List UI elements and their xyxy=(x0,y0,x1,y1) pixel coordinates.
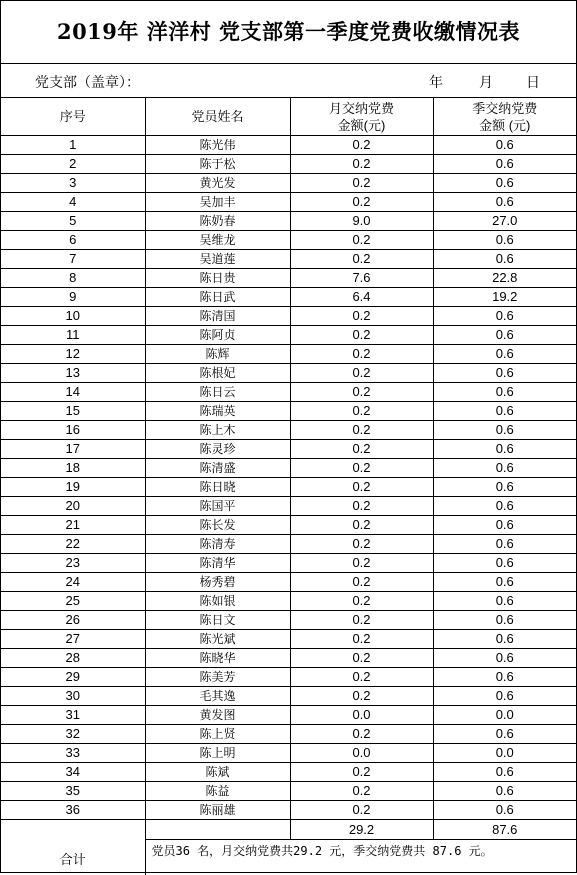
row-no: 28 xyxy=(1,649,145,668)
row-quarterly-fee: 27.0 xyxy=(433,212,576,231)
header-name: 党员姓名 xyxy=(145,98,290,136)
row-no: 5 xyxy=(1,212,145,231)
table-row xyxy=(1,763,576,782)
row-quarterly-fee: 22.8 xyxy=(433,269,576,288)
row-no: 32 xyxy=(1,725,145,744)
row-no: 24 xyxy=(1,573,145,592)
row-monthly-fee: 0.2 xyxy=(290,630,433,649)
table-row xyxy=(1,554,576,573)
row-no: 19 xyxy=(1,478,145,497)
row-no: 7 xyxy=(1,250,145,269)
row-no: 25 xyxy=(1,592,145,611)
row-monthly-fee: 0.2 xyxy=(290,326,433,345)
table-row xyxy=(1,611,576,630)
row-name: 陈清寿 xyxy=(145,535,290,554)
row-monthly-fee: 0.2 xyxy=(290,763,433,782)
table-row xyxy=(1,687,576,706)
row-name: 陈于松 xyxy=(145,155,290,174)
row-quarterly-fee: 0.6 xyxy=(433,478,576,497)
row-no: 18 xyxy=(1,459,145,478)
table-row xyxy=(1,497,576,516)
row-name: 陈日文 xyxy=(145,611,290,630)
row-no: 6 xyxy=(1,231,145,250)
row-name: 吴道莲 xyxy=(145,250,290,269)
row-monthly-fee: 0.2 xyxy=(290,421,433,440)
table-row xyxy=(1,421,576,440)
table-row xyxy=(1,383,576,402)
row-no: 34 xyxy=(1,763,145,782)
fee-table xyxy=(1,98,576,875)
row-quarterly-fee: 0.6 xyxy=(433,573,576,592)
header-monthly xyxy=(290,98,433,136)
row-quarterly-fee: 0.6 xyxy=(433,801,576,820)
row-monthly-fee: 7.6 xyxy=(290,269,433,288)
total-monthly: 29.2 xyxy=(290,820,433,840)
row-no: 36 xyxy=(1,801,145,820)
table-row xyxy=(1,535,576,554)
row-name: 陈上贤 xyxy=(145,725,290,744)
table-row xyxy=(1,592,576,611)
row-name: 陈国平 xyxy=(145,497,290,516)
row-name: 陈清盛 xyxy=(145,459,290,478)
row-name: 陈奶春 xyxy=(145,212,290,231)
row-monthly-fee: 0.2 xyxy=(290,231,433,250)
row-quarterly-fee: 0.6 xyxy=(433,364,576,383)
row-monthly-fee: 0.2 xyxy=(290,535,433,554)
meta-row xyxy=(1,64,576,98)
row-quarterly-fee: 0.6 xyxy=(433,630,576,649)
row-quarterly-fee: 0.6 xyxy=(433,535,576,554)
row-monthly-fee: 0.2 xyxy=(290,801,433,820)
row-name: 陈辉 xyxy=(145,345,290,364)
table-row xyxy=(1,782,576,801)
row-name: 陈光伟 xyxy=(145,136,290,155)
row-monthly-fee: 0.2 xyxy=(290,440,433,459)
row-quarterly-fee: 0.0 xyxy=(433,706,576,725)
row-name: 陈日晓 xyxy=(145,478,290,497)
row-no: 10 xyxy=(1,307,145,326)
row-monthly-fee: 0.2 xyxy=(290,459,433,478)
row-no: 8 xyxy=(1,269,145,288)
table-row xyxy=(1,231,576,250)
header-monthly-line1: 月交纳党费 xyxy=(291,100,433,117)
row-monthly-fee: 0.2 xyxy=(290,155,433,174)
header-no: 序号 xyxy=(1,98,145,136)
table-row xyxy=(1,706,576,725)
table-row xyxy=(1,801,576,820)
row-quarterly-fee: 0.6 xyxy=(433,307,576,326)
row-quarterly-fee: 0.6 xyxy=(433,421,576,440)
table-row xyxy=(1,174,576,193)
row-monthly-fee: 9.0 xyxy=(290,212,433,231)
row-quarterly-fee: 0.6 xyxy=(433,516,576,535)
summary-text: 党员36 名，月交纳党费共29.2 元，季交纳党费共 87.6 元。 xyxy=(145,840,576,875)
row-monthly-fee: 0.2 xyxy=(290,136,433,155)
row-quarterly-fee: 0.6 xyxy=(433,763,576,782)
row-quarterly-fee: 0.6 xyxy=(433,193,576,212)
row-name: 陈清华 xyxy=(145,554,290,573)
table-row xyxy=(1,193,576,212)
header-quarterly-line2: 金额 (元) xyxy=(434,117,577,134)
table-row xyxy=(1,288,576,307)
row-quarterly-fee: 0.6 xyxy=(433,459,576,478)
table-row xyxy=(1,725,576,744)
row-quarterly-fee: 0.0 xyxy=(433,744,576,763)
table-row xyxy=(1,440,576,459)
row-no: 16 xyxy=(1,421,145,440)
branch-stamp-label: 党支部（盖章）： xyxy=(35,72,140,92)
row-quarterly-fee: 0.6 xyxy=(433,554,576,573)
row-name: 吴维龙 xyxy=(145,231,290,250)
table-row xyxy=(1,402,576,421)
fee-table-body xyxy=(1,98,576,875)
row-name: 陈上明 xyxy=(145,744,290,763)
row-quarterly-fee: 0.6 xyxy=(433,687,576,706)
row-no: 1 xyxy=(1,136,145,155)
header-quarterly xyxy=(433,98,576,136)
row-quarterly-fee: 0.6 xyxy=(433,649,576,668)
table-row xyxy=(1,136,576,155)
row-name: 陈斌 xyxy=(145,763,290,782)
row-quarterly-fee: 0.6 xyxy=(433,136,576,155)
row-monthly-fee: 0.2 xyxy=(290,193,433,212)
row-name: 陈日贵 xyxy=(145,269,290,288)
row-monthly-fee: 0.2 xyxy=(290,668,433,687)
table-row xyxy=(1,155,576,174)
row-name: 黄发图 xyxy=(145,706,290,725)
row-monthly-fee: 0.2 xyxy=(290,725,433,744)
row-name: 陈丽雄 xyxy=(145,801,290,820)
row-no: 4 xyxy=(1,193,145,212)
totals-row xyxy=(1,820,576,840)
row-name: 陈美芳 xyxy=(145,668,290,687)
summary-label: 合计 xyxy=(1,820,145,875)
row-name: 陈灵珍 xyxy=(145,440,290,459)
row-name: 陈日武 xyxy=(145,288,290,307)
row-no: 30 xyxy=(1,687,145,706)
row-no: 22 xyxy=(1,535,145,554)
table-row xyxy=(1,345,576,364)
row-quarterly-fee: 0.6 xyxy=(433,497,576,516)
row-name: 陈晓华 xyxy=(145,649,290,668)
row-monthly-fee: 0.0 xyxy=(290,706,433,725)
row-quarterly-fee: 0.6 xyxy=(433,725,576,744)
row-name: 黄光发 xyxy=(145,174,290,193)
row-name: 陈益 xyxy=(145,782,290,801)
row-monthly-fee: 0.2 xyxy=(290,573,433,592)
header-quarterly-line1: 季交纳党费 xyxy=(434,100,577,117)
row-no: 13 xyxy=(1,364,145,383)
table-row xyxy=(1,478,576,497)
row-name: 陈上木 xyxy=(145,421,290,440)
row-monthly-fee: 0.2 xyxy=(290,649,433,668)
row-name: 吴加丰 xyxy=(145,193,290,212)
row-no: 3 xyxy=(1,174,145,193)
row-monthly-fee: 0.2 xyxy=(290,383,433,402)
row-no: 2 xyxy=(1,155,145,174)
row-monthly-fee: 0.2 xyxy=(290,364,433,383)
row-name: 陈根妃 xyxy=(145,364,290,383)
row-monthly-fee: 0.2 xyxy=(290,497,433,516)
totals-blank-cell xyxy=(145,820,290,840)
table-row xyxy=(1,326,576,345)
row-quarterly-fee: 0.6 xyxy=(433,326,576,345)
row-no: 26 xyxy=(1,611,145,630)
row-name: 杨秀碧 xyxy=(145,573,290,592)
header-monthly-line2: 金额(元) xyxy=(291,117,433,134)
table-row xyxy=(1,744,576,763)
row-monthly-fee: 0.2 xyxy=(290,516,433,535)
row-no: 17 xyxy=(1,440,145,459)
row-monthly-fee: 0.2 xyxy=(290,478,433,497)
row-quarterly-fee: 0.6 xyxy=(433,668,576,687)
row-quarterly-fee: 0.6 xyxy=(433,250,576,269)
table-row xyxy=(1,212,576,231)
row-no: 35 xyxy=(1,782,145,801)
table-row xyxy=(1,668,576,687)
row-quarterly-fee: 0.6 xyxy=(433,440,576,459)
table-row xyxy=(1,649,576,668)
row-name: 陈清国 xyxy=(145,307,290,326)
row-quarterly-fee: 0.6 xyxy=(433,383,576,402)
row-no: 33 xyxy=(1,744,145,763)
sheet-title: 2019年 洋洋村 党支部第一季度党费收缴情况表 xyxy=(1,1,576,64)
row-name: 陈阿贞 xyxy=(145,326,290,345)
row-no: 20 xyxy=(1,497,145,516)
table-row xyxy=(1,459,576,478)
row-monthly-fee: 0.2 xyxy=(290,687,433,706)
row-monthly-fee: 0.2 xyxy=(290,592,433,611)
row-monthly-fee: 0.2 xyxy=(290,345,433,364)
year-label: 年 xyxy=(429,72,443,92)
row-name: 陈瑞英 xyxy=(145,402,290,421)
month-label: 月 xyxy=(479,72,493,92)
row-quarterly-fee: 0.6 xyxy=(433,592,576,611)
row-name: 陈光斌 xyxy=(145,630,290,649)
row-no: 27 xyxy=(1,630,145,649)
row-name: 陈如银 xyxy=(145,592,290,611)
row-no: 12 xyxy=(1,345,145,364)
row-monthly-fee: 6.4 xyxy=(290,288,433,307)
row-no: 31 xyxy=(1,706,145,725)
total-quarterly: 87.6 xyxy=(433,820,576,840)
row-monthly-fee: 0.2 xyxy=(290,250,433,269)
row-name: 毛其逸 xyxy=(145,687,290,706)
row-monthly-fee: 0.2 xyxy=(290,611,433,630)
row-quarterly-fee: 0.6 xyxy=(433,231,576,250)
row-monthly-fee: 0.2 xyxy=(290,402,433,421)
day-label: 日 xyxy=(526,72,540,92)
table-row xyxy=(1,364,576,383)
row-quarterly-fee: 0.6 xyxy=(433,611,576,630)
row-monthly-fee: 0.0 xyxy=(290,744,433,763)
row-monthly-fee: 0.2 xyxy=(290,554,433,573)
row-no: 29 xyxy=(1,668,145,687)
row-monthly-fee: 0.2 xyxy=(290,782,433,801)
table-row xyxy=(1,573,576,592)
row-no: 23 xyxy=(1,554,145,573)
row-no: 21 xyxy=(1,516,145,535)
row-quarterly-fee: 0.6 xyxy=(433,345,576,364)
row-monthly-fee: 0.2 xyxy=(290,307,433,326)
row-name: 陈长发 xyxy=(145,516,290,535)
header-row xyxy=(1,98,576,136)
row-quarterly-fee: 0.6 xyxy=(433,174,576,193)
table-row xyxy=(1,250,576,269)
row-no: 15 xyxy=(1,402,145,421)
row-no: 9 xyxy=(1,288,145,307)
table-row xyxy=(1,516,576,535)
row-monthly-fee: 0.2 xyxy=(290,174,433,193)
row-quarterly-fee: 19.2 xyxy=(433,288,576,307)
table-row xyxy=(1,307,576,326)
row-no: 14 xyxy=(1,383,145,402)
table-row xyxy=(1,269,576,288)
row-quarterly-fee: 0.6 xyxy=(433,782,576,801)
table-row xyxy=(1,630,576,649)
row-no: 11 xyxy=(1,326,145,345)
row-name: 陈日云 xyxy=(145,383,290,402)
row-quarterly-fee: 0.6 xyxy=(433,402,576,421)
row-quarterly-fee: 0.6 xyxy=(433,155,576,174)
